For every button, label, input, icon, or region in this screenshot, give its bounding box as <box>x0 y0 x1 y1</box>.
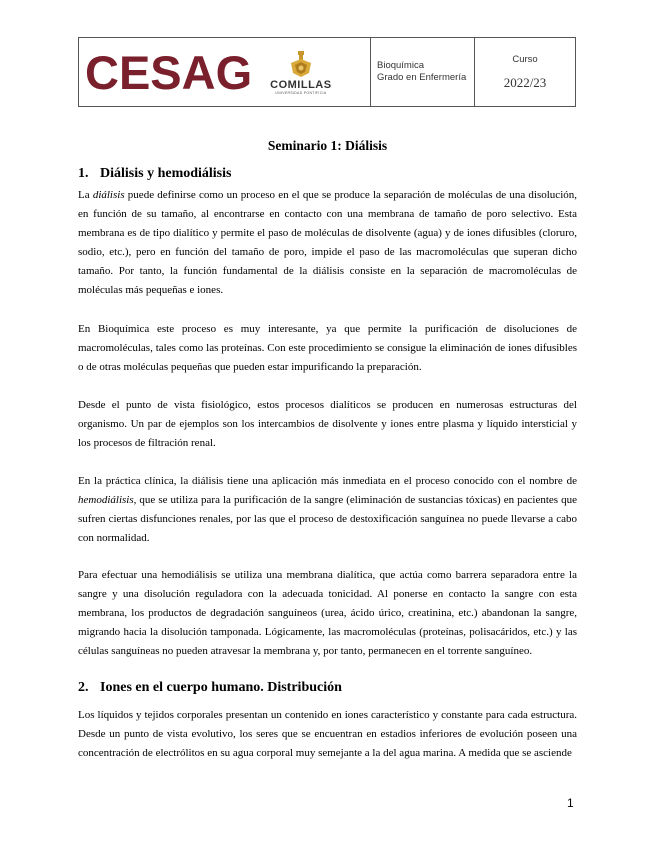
cesag-logo: CESAG <box>85 45 253 99</box>
section-title: Iones en el cuerpo humano. Distribución <box>100 680 342 695</box>
course-year: 2022/23 <box>503 74 547 90</box>
university-subtitle: UNIVERSIDAD PONTIFICIA <box>275 91 327 95</box>
paragraph-5: Para efectuar una hemodiálisis se utiliza una membrana dialítica, que actúa como barrera separadora entre la sangre y una disolución reguladora con la adecuada tonicidad. Al ponerse en contacto la sangre con esta membrana, los productos de degradación sanguíneos (urea, ácido úrico, creatinina, etc.) abandonan la sangre, migrando hacia la disolución tamponada. Lógicamente, las macromoléculas (proteínas, polisacáridos, etc.) y las células sanguíneas no pueden atravesar la membrana y, por tanto, permanecen en el torrente sanguíneo. <box>78 569 577 657</box>
subject-line-2: Grado en Enfermería <box>377 72 467 83</box>
text-run: puede definirse como un proceso en el que se produce la separación de moléculas de una disolución, en función de su tamaño, al encontrarse en contacto con una membrana de tamaño de poro selectivo. Esta membrana es de tipo dialítico y permite el paso de moléculas de disolvente (agua) y de iones difusibles (cloruro, sodio, etc.), pero en función del tamaño de poro, impide el paso de las macromoléculas que superan dicho tamaño. Por tanto, la función fundamental de la diálisis consiste en la separación de macromoléculas de moléculas más pequeñas e iones. <box>78 189 578 296</box>
section-number: 1. <box>78 166 89 181</box>
subject-line-1: Bioquímica <box>377 60 424 71</box>
text-run: La <box>78 189 93 201</box>
paragraph-2: En Bioquímica este proceso es muy interesante, ya que permite la purificación de disoluciones de macromoléculas, tales como las proteínas. Con este procedimiento se consigue la eliminación de iones difusibles o de otras moléculas pequeñas que pueden estar impurificando la preparación. <box>78 323 577 373</box>
page-title: Seminario 1: Diálisis <box>267 138 388 153</box>
page-number: 1 <box>567 796 574 810</box>
paragraph-4 <box>78 472 577 548</box>
emphasis-term: diálisis <box>92 189 125 201</box>
subject-box <box>371 38 475 106</box>
paragraph-6: Los líquidos y tejidos corporales presentan un contenido en iones característico y constante para cada estructura. Desde un punto de vista evolutivo, los seres que se encuentran en estadios inferiores de evolución poseen una concentración de electrólitos en su agua corporal muy semejante a la del agua marina. A medida que se asciende <box>78 709 577 759</box>
section-title: Diálisis y hemodiálisis <box>100 166 232 181</box>
text-run: , que se utiliza para la purificación de la sangre (eliminación de sustancias tóxicas) en pacientes que sufren ciertas disfunciones renales, por las que el proceso de destoxificación sanguínea no puede llevarse a cabo con normalidad. <box>78 494 577 544</box>
emphasis-term: hemodiálisis <box>78 494 134 506</box>
text-run: En la práctica clínica, la diálisis tiene una aplicación más inmediata en el proceso conocido con el nombre de <box>78 475 577 487</box>
course-label: Curso <box>512 53 538 65</box>
comillas-logo <box>270 49 331 95</box>
university-name: COMILLAS <box>270 79 332 91</box>
section-number: 2. <box>78 680 89 695</box>
crest-icon <box>287 49 315 79</box>
course-box <box>475 38 575 106</box>
paragraph-3: Desde el punto de vista fisiológico, estos procesos dialíticos se producen en numerosas estructuras del organismo. Un par de ejemplos son los intercambios de disolvente y iones entre plasma y líquido intersticial y los procesos de filtración renal. <box>78 399 577 449</box>
logo-area <box>79 38 371 106</box>
section-heading-2 <box>78 680 342 696</box>
section-heading-1 <box>78 166 231 182</box>
paragraph-1 <box>78 186 577 300</box>
document-header <box>78 37 576 107</box>
